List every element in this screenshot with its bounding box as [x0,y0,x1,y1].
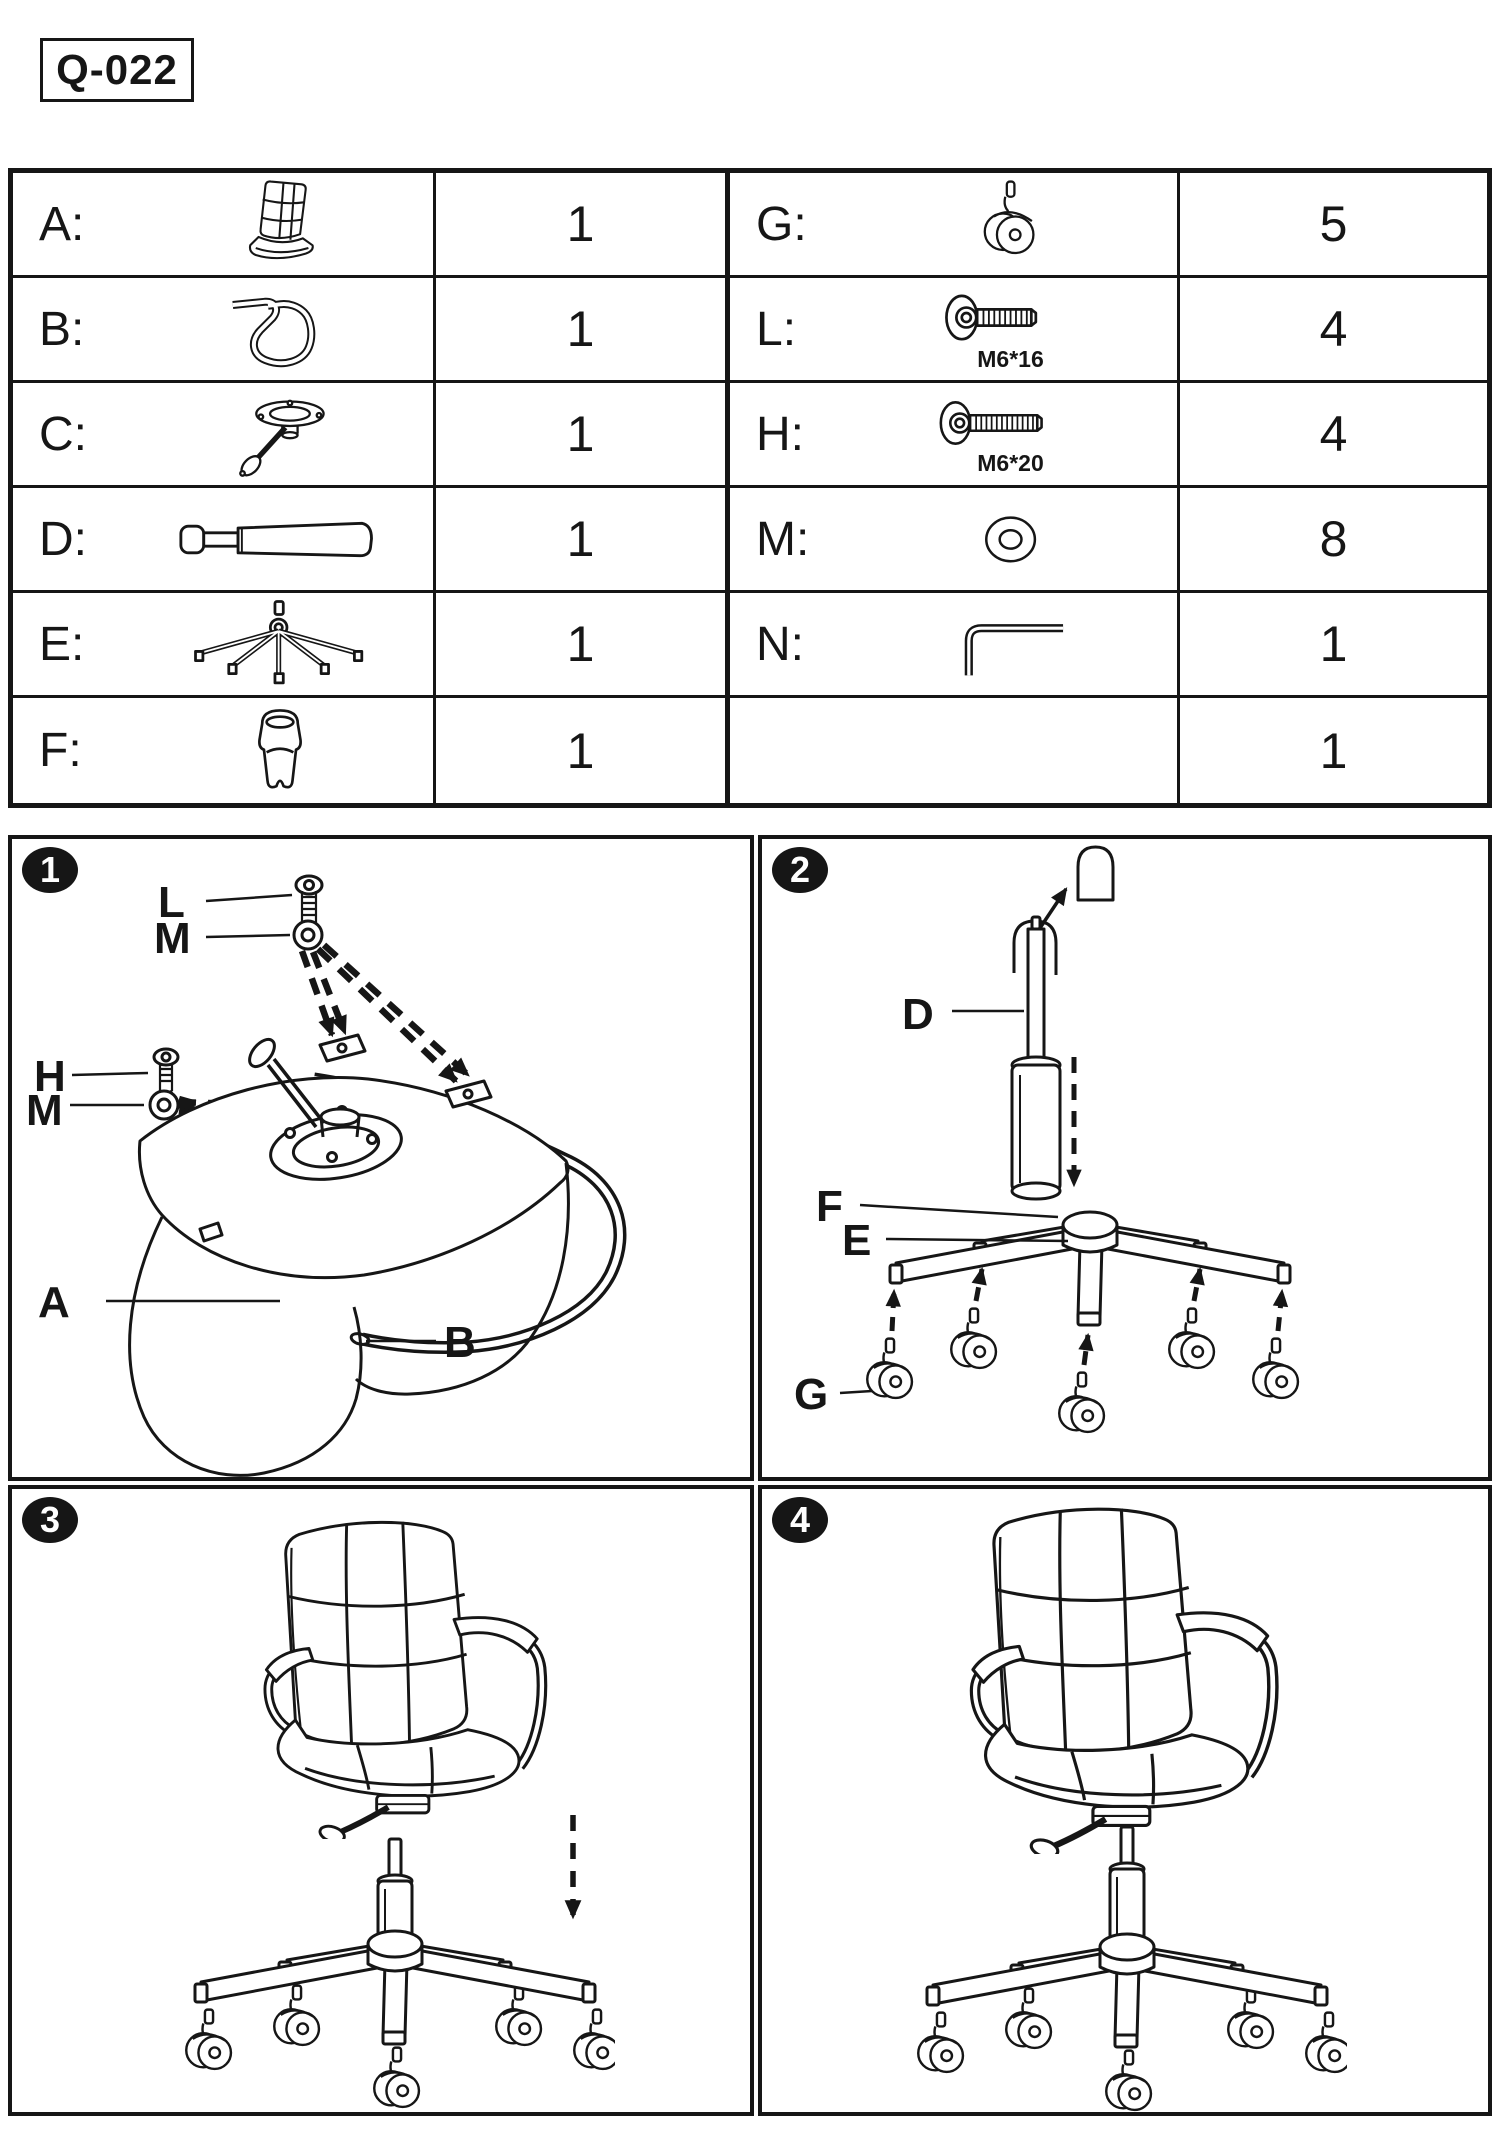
step-number-badge: 2 [772,847,828,893]
step2-illustration [762,839,1488,1477]
part-icon-screw-m6x20 [844,392,1177,477]
part-icon-allen-key [844,599,1177,690]
part-row-c [13,383,436,488]
step4-illustration [762,1489,1488,2112]
part-row-h [730,383,1180,488]
part-qty: 1 [436,173,730,278]
label-screw-h: H [34,1052,66,1101]
parts-table [8,168,1492,808]
step-number-badge: 4 [772,1497,828,1543]
step-4-panel [758,1485,1492,2116]
part-letter: N: [756,617,804,671]
label-washer-top: M [154,914,191,963]
screw-size-label: M6*16 [977,346,1044,372]
part-letter: C: [39,407,87,461]
part-letter: H: [756,407,804,461]
part-qty: 1 [436,278,730,383]
part-letter: D: [39,512,87,566]
part-row-f [13,698,436,803]
part-icon-five-star-base [127,596,433,693]
part-qty: 8 [1180,488,1487,593]
step3-illustration [12,1489,750,2112]
part-qty: 4 [1180,278,1487,383]
step-1-panel [8,835,754,1481]
part-letter: M: [756,512,810,566]
part-row-e [13,593,436,698]
label-washer-left: M [26,1086,63,1135]
label-screw-l: L [158,878,185,927]
part-qty: 1 [436,488,730,593]
part-icon-lift-cover [127,704,433,798]
part-icon-screw-m6x16 [844,285,1177,373]
part-qty: 1 [436,698,730,803]
part-letter: L: [756,302,797,356]
step-3-panel [8,1485,754,2116]
part-row-d [13,488,436,593]
part-icon-seat-and-back [127,176,433,273]
part-row-l [730,278,1180,383]
part-qty: 5 [1180,173,1487,278]
step-number-badge: 1 [22,847,78,893]
part-icon-washer [844,499,1177,579]
part-qty: 4 [1180,383,1487,488]
part-letter: A: [39,197,85,251]
part-letter: E: [39,617,85,671]
part-letter: F: [39,724,82,777]
part-icon-gas-lift [127,509,433,570]
part-row-g [730,173,1180,278]
part-row-n [730,593,1180,698]
part-icon-armrest-frame [127,281,433,377]
screw-size-label: M6*20 [977,449,1044,476]
part-letter: G: [756,197,807,251]
label-gas-lift: D [902,990,934,1039]
part-icon-seat-mechanism [127,386,433,482]
label-armrest: B [444,1318,476,1367]
part-row-empty [730,698,1180,803]
part-qty: 1 [1319,722,1348,779]
part-qty: 1 [436,593,730,698]
part-row-b [13,278,436,383]
part-qty: 1 [436,383,730,488]
part-letter: B: [39,302,85,356]
label-caster: G [794,1370,829,1419]
model-code-box [40,38,194,102]
step-2-panel [758,835,1492,1481]
step-number-badge: 3 [22,1497,78,1543]
label-base: E [842,1216,872,1265]
label-seat: A [38,1278,70,1327]
model-code: Q-022 [56,46,178,93]
part-qty: 1 [1180,593,1487,698]
part-row-a [13,173,436,278]
part-row-m [730,488,1180,593]
step1-illustration [12,839,750,1477]
label-cover: F [816,1182,843,1231]
part-icon-caster [844,177,1177,272]
